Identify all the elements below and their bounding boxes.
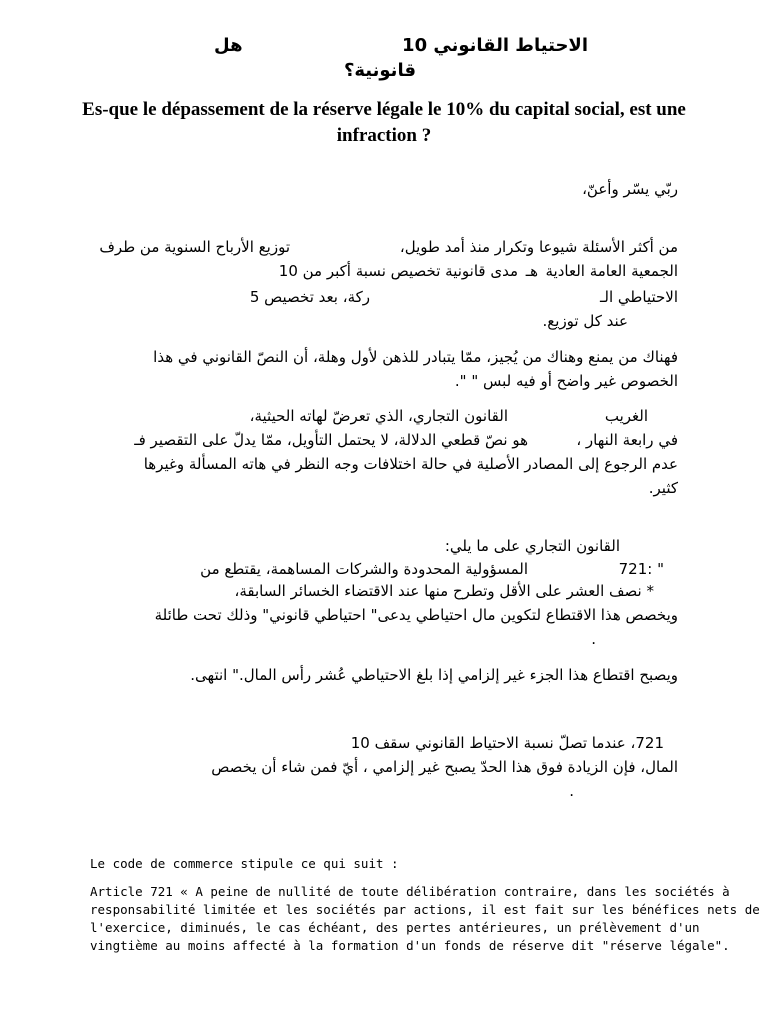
invocation: ربّي يسّر وأعنّ، [582,180,678,198]
fr-article-line3: l'exercice, diminués, le cas échéant, des pertes antérieures, un prélèvement d'un [90,920,700,935]
para1-line2-mid: هـ [525,262,538,280]
para6-line3: . [569,782,574,800]
title-ar-line1-left: هل [214,35,243,56]
para1-line1-right: من أكثر الأسئلة شيوعا وتكرار منذ أمد طويل، [399,238,678,256]
para1-line3-right: الاحتياطي الـ [600,288,678,306]
title-ar-line2: قانونية؟ [343,60,416,81]
para2-line1: فهناك من يمنع وهناك من يُجيز، ممّا يتبادر للذهن لأول وهلة، أن النصّ القانوني في هذا [153,348,678,366]
para3-line1-right: الغريب [604,407,648,425]
para4-line2-left: المسؤولية المحدودة والشركات المساهمة، يقتطع من [200,560,528,578]
para5: ويصبح اقتطاع هذا الجزء غير إلزامي إذا بلغ الاحتياطي عُشر رأس المال." انتهى. [190,666,678,684]
para1-line4: عند كل توزيع. [542,312,628,330]
para3-line3: عدم الرجوع إلى المصادر الأصلية في حالة اختلافات وجه النظر في هاته المسألة وغيرها [143,455,678,473]
para3-line4: كثير. [648,479,678,497]
para4-line1: القانون التجاري على ما يلي: [444,537,620,555]
fr-article-line4: vingtième au moins affecté à la formation d'un fonds de réserve dit "réserve légale". [90,938,730,953]
para1-line2-right: الجمعية العامة العادية [545,262,678,280]
fr-intro: Le code de commerce stipule ce qui suit : [90,856,399,871]
para3-line2-right: في رابعة النهار ، [576,431,678,449]
para4-line4: ويخصص هذا الاقتطاع لتكوين مال احتياطي يدعى" احتياطي قانوني" وذلك تحت طائلة [154,606,678,624]
para4-line5: . [591,630,596,648]
title-ar-line1-right: الاحتياط القانوني 10 [402,35,588,56]
para2-line2: الخصوص غير واضح أو فيه لبس " ". [454,372,678,390]
para3-line2-left: هو نصّ قطعي الدلالة، لا يحتمل التأويل، ممّا يدلّ على التقصير فـ [134,431,528,449]
title-fr: Es-que le dépassement de la réserve légale le 10% du capital social, est une infraction ? [82,99,686,146]
para3-line1-left: القانون التجاري، الذي تعرضّ لهاته الحيثية، [249,407,508,425]
para6-line1: 721، عندما تصلّ نسبة الاحتياط القانوني سقف 10 [350,734,664,752]
fr-article-line1: Article 721 « A peine de nullité de toute délibération contraire, dans les sociétés à [90,884,730,899]
para6-line2: المال، فإن الزيادة فوق هذا الحدّ يصبح غير إلزامي ، أيّ فمن شاء أن يخصص [211,758,678,776]
para1-line1-left: توزيع الأرباح السنوية من طرف [99,238,290,256]
fr-article-line2: responsabilité limitée et les sociétés par actions, il est fait sur les bénéfices nets de [90,902,760,917]
para4-line3: * نصف العشر على الأقل وتطرح منها عند الاقتضاء الخسائر السابقة، [234,582,654,600]
para1-line2-left: مدى قانونية تخصيص نسبة أكبر من 10 [278,262,518,280]
para4-line2-right: 721: " [618,560,664,578]
para1-line3-left: ركة، بعد تخصيص 5 [249,288,370,306]
